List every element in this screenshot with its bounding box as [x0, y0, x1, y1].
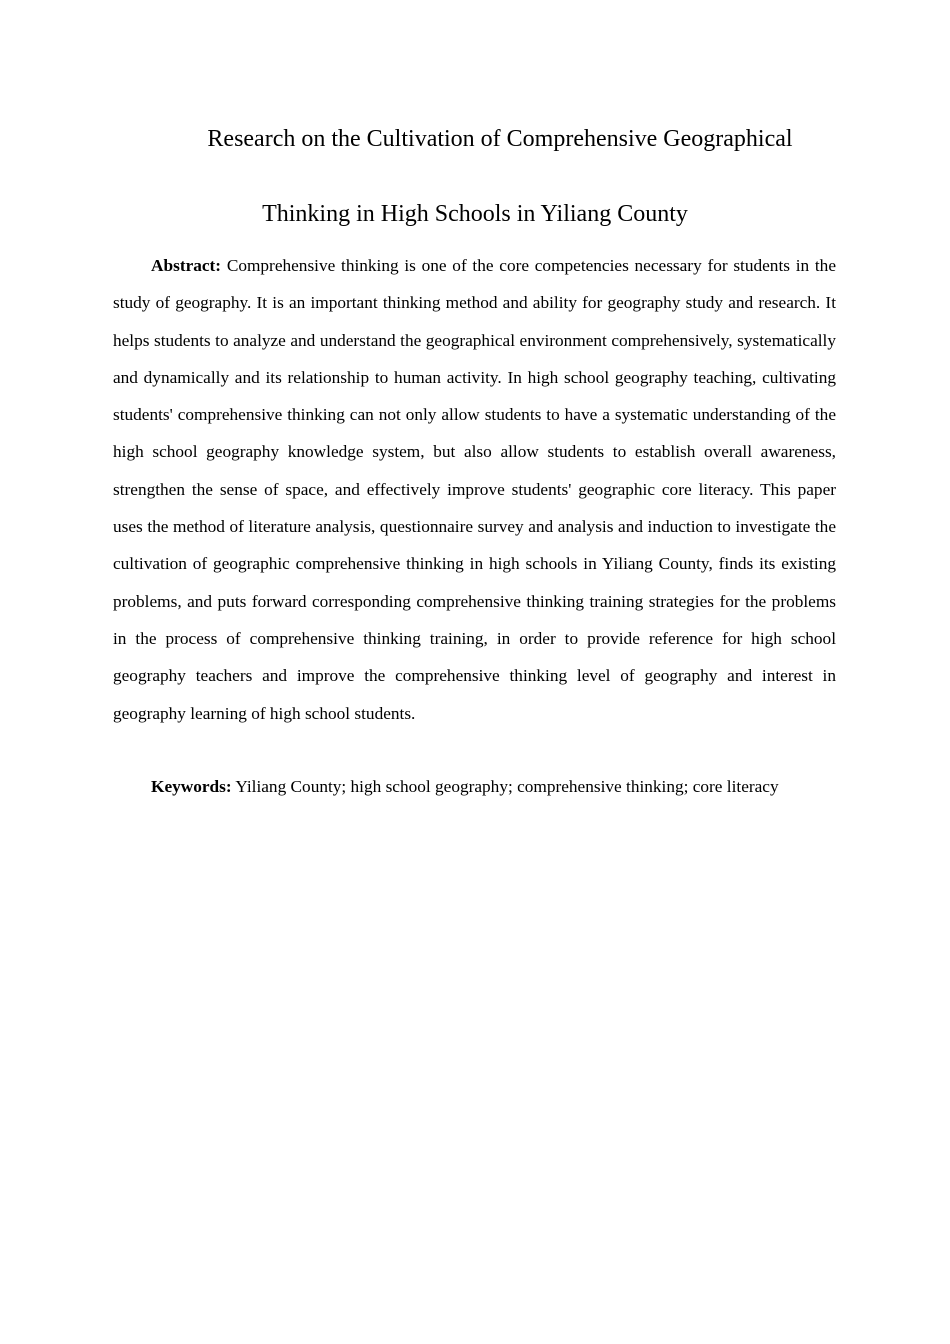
abstract-paragraph	[113, 247, 836, 732]
paper-title-line-2: Thinking in High Schools in Yiliang County	[262, 201, 688, 227]
paper-title-line-1: Research on the Cultivation of Comprehensive Geographical	[207, 126, 793, 152]
abstract-label: Abstract:	[151, 256, 222, 275]
abstract-text: Comprehensive thinking is one of the core competencies necessary for students in the study of geography. It is an important thinking method and ability for geography study and research. It helps students to analyze and understand the geographical environment comprehensively, systematically and dynamically and its relationship to human activity. In high school geography teaching, cultivating students' comprehensive thinking can not only allow students to have a systematic understanding of the high school geography knowledge system, but also allow students to establish overall awareness, strengthen the sense of space, and effectively improve students' geographic core literacy. This paper uses the method of literature analysis, questionnaire survey and analysis and induction to investigate the cultivation of geographic comprehensive thinking in high schools in Yiliang County, finds its existing problems, and puts forward corresponding comprehensive thinking training strategies for the problems in the process of comprehensive thinking training, in order to provide reference for high school geography teachers and improve the comprehensive thinking level of geography and interest in geography learning of high school students.	[113, 256, 836, 723]
keywords-paragraph	[113, 768, 843, 805]
keywords-text: Yiliang County; high school geography; comprehensive thinking; core literacy	[235, 777, 779, 796]
keywords-label: Keywords:	[151, 777, 232, 796]
